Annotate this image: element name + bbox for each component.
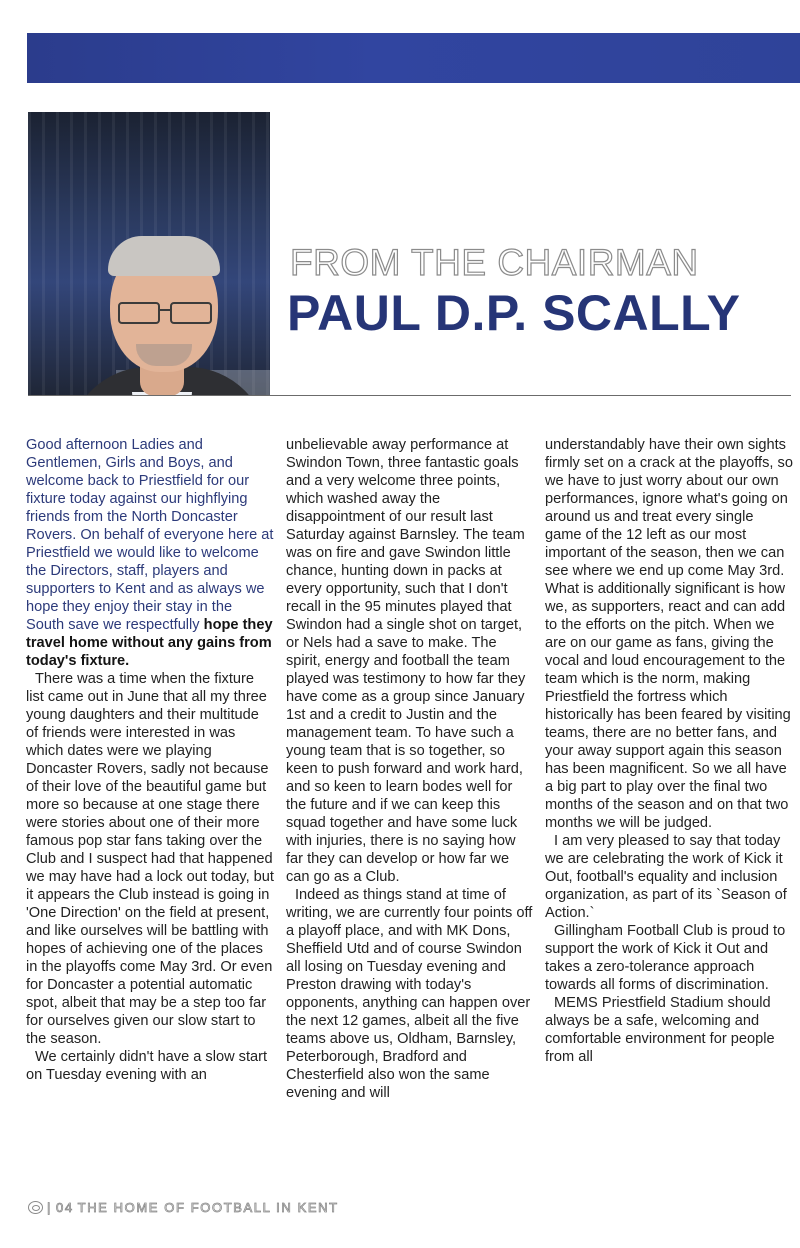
body-paragraph: unbelievable away performance at Swindon Town, three fantastic goals and a very welcome three points, which washed away the disappointment of our result last Saturday against Barnsley. The team was on fire and gave Swindon little chance, hunting down in packs at every opportunity, such that I don't recall in the 95 minutes played that Swindon had a single shot on target, or Nels had a save to make. The spirit, energy and football the team played was testimony to how far they have come as a group since January 1st and a credit to Justin and the management team. To have such a young team that is so together, so keen to push forward and work hard, and so keen to learn bodes well for the future and if we can keep this squad together and have some luck with injuries, there is no saying how far they can develop or how far we can go as a Club. [286,437,526,885]
article-column-2 [286,436,534,1102]
intro-paragraph [26,436,274,670]
chairman-photo [28,112,270,396]
body-paragraph: Gillingham Football Club is proud to support the work of Kick it Out and takes a zero-tolerance approach towards all forms of discrimination. [545,923,786,993]
section-kicker: FROM THE CHAIRMAN [290,242,699,283]
divider [28,395,791,396]
body-paragraph: There was a time when the fixture list came out in June that all my three young daughters and their multitude of friends were interested in was which dates were we playing Doncaster Rovers, sadly not because of their love of the beautiful game but more so because at one stage there were stories about one of their more famous pop star fans taking over the Club and I suspect had that happened we may have had a lock out today, but it appears the Club instead is going in 'One Direction' on the field at present, and like ourselves will be battling with hopes of achieving one of the places in the playoffs come May 3rd. Or even for Doncaster a potential automatic spot, albeit that may be a step too far for ourselves given our slow start to the season. [26,671,274,1047]
footer-separator: | [47,1199,52,1215]
intro-text: Good afternoon Ladies and Gentlemen, Girls and Boys, and welcome back to Priestfield for our fixture today against our highflying friends from the North Doncaster Rovers. On behalf of everyone here at Priestfield we would like to welcome the Directors, staff, players and supporters to Kent and as always we hope they enjoy their stay in the South save we respectfully [26,437,274,633]
club-crest-icon [28,1201,43,1214]
page-footer [28,1198,339,1216]
article-column-3 [545,436,793,1066]
header-banner [27,33,800,83]
body-paragraph: Indeed as things stand at time of writing, we are currently four points off a playoff place, and with MK Dons, Sheffield Utd and of course Swindon all losing on Tuesday evening and Preston drawing with today's opponents, anything can happen over the next 12 games, albeit all the five teams above us, Oldham, Barnsley, Peterborough, Bradford and Chesterfield also won the same evening and will [286,887,533,1101]
intro-text-end: hope they travel home without any gains from today's fixture. [26,617,273,669]
body-paragraph: MEMS Priestfield Stadium should always be a safe, welcoming and comfortable environment for people from all [545,995,775,1065]
page-number: 04 [55,1199,74,1215]
body-paragraph: understandably have their own sights firmly set on a crack at the playoffs, so we have to just worry about our own performances, ignore what's going on around us and treat every single game of the 12 left as our most important of the season, then we can see where we end up come May 3rd. What is additionally significant is how we, as supporters, react and can add to the efforts on the pitch. When we are on our game as fans, giving the vocal and loud encouragement to the team which is the norm, making Priestfield the fortress which historically has been feared by visiting teams, there are no better fans, and your away support again this season has been magnificent. So we all have a big part to play over the final two months of the season and on that two months we will be judged. [545,437,793,831]
body-paragraph: I am very pleased to say that today we are celebrating the work of Kick it Out, football's equality and inclusion organization, as part of its `Season of Action.` [545,833,787,921]
article-column-1 [26,436,274,1084]
footer-text: THE HOME OF FOOTBALL IN KENT [77,1199,339,1215]
page-title: PAUL D.P. SCALLY [287,285,741,341]
body-paragraph: We certainly didn't have a slow start on Tuesday evening with an [26,1049,268,1083]
glasses [118,302,212,322]
